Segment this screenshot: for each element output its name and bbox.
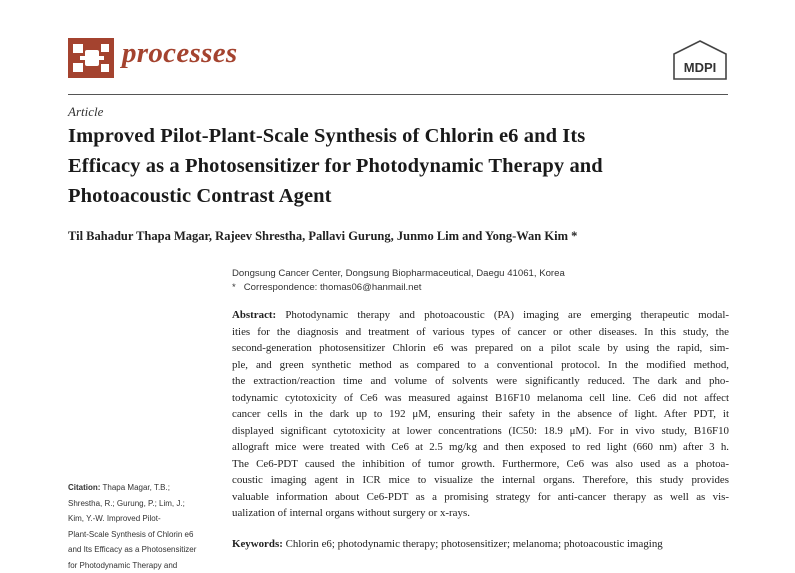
journal-name: processes (122, 37, 237, 70)
abstract-line: ple, and green synthetic method as compared to a conventional protocol. In the modified method, (232, 357, 729, 374)
abstract-line: the extraction/reaction time and volume of solvents were significantly reduced. The dark and pho- (232, 373, 729, 390)
author-list: Til Bahadur Thapa Magar, Rajeev Shrestha, Pallavi Gurung, Junmo Lim and Yong-Wan Kim * (68, 229, 577, 244)
abstract-label: Abstract: (232, 309, 276, 321)
journal-logo-icon (68, 38, 114, 78)
publisher-logo (672, 40, 728, 80)
title-line: Improved Pilot-Plant-Scale Synthesis of Chlorin e6 and Its (68, 121, 738, 151)
abstract-line: cancer cells in the dark up to 192 μM, ensuring their safety in the absence of light. After PDT, it (232, 406, 729, 423)
keywords-label: Keywords: (232, 538, 283, 550)
publisher-name: MDPI (684, 60, 717, 75)
abstract-line: todynamic cytotoxicity of Ce6 was measured against B16F10 melanoma cell line. Ce6 did not affect (232, 390, 729, 407)
correspondence-email: Correspondence: thomas06@hanmail.net (244, 282, 422, 293)
citation-label: Citation: (68, 483, 100, 492)
article-type: Article (68, 104, 103, 120)
title-line: Photoacoustic Contrast Agent (68, 181, 738, 211)
citation-line: and Its Efficacy as a Photosensitizer (68, 542, 218, 558)
citation-block (68, 480, 218, 573)
abstract-line: displayed significant cytotoxicity at lower concentrations (IC50: 18.9 μM). For in vivo study, B16F10 (232, 423, 729, 440)
abstract-line: coustic imaging agent in ICR mice to visualize the internal organs. Therefore, this study provides (232, 472, 729, 489)
keywords-text: Chlorin e6; photodynamic therapy; photosensitizer; melanoma; photoacoustic imaging (286, 538, 663, 550)
citation-text: Thapa Magar, T.B.; (103, 483, 170, 492)
citation-line: for Photodynamic Therapy and (68, 558, 218, 573)
abstract-line: second-generation photosensitizer Chlorin e6 was prepared on a pilot scale by using the rapid, sim- (232, 340, 729, 357)
citation-line: Kim, Y.-W. Improved Pilot- (68, 511, 218, 527)
citation-line: Plant-Scale Synthesis of Chlorin e6 (68, 527, 218, 543)
correspondence-marker: * (232, 282, 236, 293)
keywords (232, 538, 732, 550)
title-line: Efficacy as a Photosensitizer for Photodynamic Therapy and (68, 151, 738, 181)
citation-line (68, 480, 218, 496)
abstract-text: Photodynamic therapy and photoacoustic (PA) imaging are emerging therapeutic modal- (285, 309, 729, 321)
header-divider (68, 94, 728, 95)
correspondence (232, 281, 732, 295)
affiliation: Dongsung Cancer Center, Dongsung Biopharmaceutical, Daegu 41061, Korea (232, 267, 732, 281)
article-title (68, 121, 738, 211)
abstract-line: ualization of internal organs without surgery or x-rays. (232, 505, 729, 522)
affiliation-block (232, 267, 732, 295)
abstract (232, 307, 729, 522)
abstract-line: ities for the diagnosis and treatment of various types of cancer or other diseases. In this study, the (232, 324, 729, 341)
abstract-line: valuable information about Ce6-PDT as a promising strategy for anti-cancer therapy as well as vis- (232, 489, 729, 506)
citation-line: Shrestha, R.; Gurung, P.; Lim, J.; (68, 496, 218, 512)
abstract-line: allograft mice were treated with Ce6 at 2.5 mg/kg and then exposed to red light (660 nm) after 3 h. (232, 439, 729, 456)
abstract-line (232, 307, 729, 324)
abstract-line: The Ce6-PDT caused the inhibition of tumor growth. Furthermore, Ce6 was also used as a photoa- (232, 456, 729, 473)
